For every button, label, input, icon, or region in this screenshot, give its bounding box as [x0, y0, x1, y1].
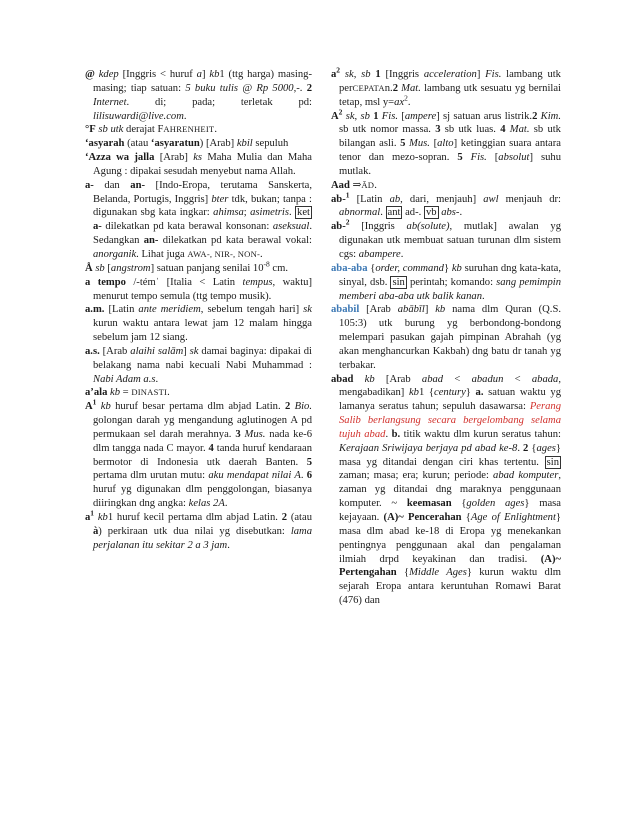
text: ) perkiraan utk dua nilai yg disebutkan:: [98, 525, 291, 537]
headword: a: [331, 69, 337, 80]
text: .: [224, 498, 228, 510]
example: asimetris: [250, 207, 289, 219]
text: . Sedangkan: [93, 221, 312, 247]
text: /-témˈ [Italia < Latin: [125, 276, 243, 288]
example: aku mendapat nilai A: [208, 470, 301, 482]
highlighted-example: Perang Salib berlangsung secara bergelombang selama tujuh abad: [339, 401, 561, 440]
label: ages: [536, 442, 556, 454]
label: absolut: [498, 152, 530, 164]
headword: ababil: [331, 304, 360, 316]
sense-number: a.: [475, 387, 484, 399]
text: (atau: [287, 512, 312, 523]
label: Age of Enlightment: [470, 512, 556, 523]
superscript: 1: [90, 508, 95, 518]
text: huruf besar pertama dlm abjad Latin.: [110, 401, 285, 413]
label: sb: [360, 110, 370, 122]
text: dan: [93, 179, 131, 191]
label: sb utk: [98, 124, 124, 136]
text: } masa dlm abad ke-18 di Eropa yg menekankan pentingnya penggunaan akal dan pengalaman ilmiah drpd keyakinan dan tradisi.: [339, 512, 561, 565]
headword: an-: [143, 235, 159, 247]
sense-number: 4: [500, 124, 506, 136]
text: [: [429, 138, 438, 150]
text: ad-.: [402, 207, 424, 219]
entry-abad: [331, 373, 561, 608]
label: Middle Ages: [409, 567, 467, 579]
entry-angstrom: [85, 259, 312, 276]
text: ]: [201, 69, 210, 80]
label: sb: [361, 69, 371, 80]
text: [Inggris < huruf: [118, 69, 197, 80]
label: order, command: [375, 262, 444, 274]
text: .: [167, 387, 170, 399]
text: <: [443, 373, 472, 385]
text: {: [367, 262, 376, 274]
text: [Arab: [99, 345, 131, 357]
label: bter: [211, 193, 229, 205]
label: Fis.: [485, 69, 502, 80]
text: <: [503, 373, 532, 385]
headword: à: [93, 525, 99, 537]
entry-as: [85, 345, 312, 387]
headword: a’ala: [85, 387, 108, 399]
text: [Inggris: [380, 69, 424, 80]
label: Mus.: [409, 138, 430, 150]
headword: a.s.: [85, 345, 100, 357]
text: , sebelum tengah hari]: [200, 304, 304, 316]
text: ,: [353, 69, 362, 80]
text: 1 {: [418, 387, 435, 399]
text: 1 (ttg harga) masing-masing; tiap satuan:: [93, 69, 312, 94]
text: . Lihat juga: [136, 248, 188, 260]
text: [: [486, 152, 499, 164]
text: .: [407, 96, 411, 108]
text: .: [227, 539, 230, 551]
text: {: [461, 512, 471, 523]
headword: ‘Azza wa jalla: [85, 152, 155, 164]
entry-at-sign: [85, 68, 312, 123]
cross-reference: DINASTI: [131, 387, 168, 398]
example: abs-: [441, 207, 460, 219]
text: 1 huruf kecil pertama dlm abjad Latin.: [107, 512, 282, 523]
note-box: ket: [297, 207, 310, 219]
label: kb: [364, 373, 375, 385]
sense-number: 2: [284, 401, 291, 413]
entry-A1: [85, 397, 313, 511]
label: Fis.: [381, 110, 398, 122]
text: , zaman yg ditandai dng maraknya penggunaan komputer. ~: [339, 470, 561, 510]
label: Mat.: [401, 82, 421, 94]
label: abada: [531, 373, 559, 385]
label: sk: [303, 304, 312, 316]
cross-reference: AWA-, NIR-, NON-: [187, 248, 261, 259]
label: sb: [95, 262, 105, 274]
text: suruhan dng kata-kata, sinyal, dsb.: [339, 262, 562, 288]
label: Fis.: [470, 152, 487, 164]
text: .: [517, 442, 524, 454]
text: pertama dlm urutan mutu:: [93, 470, 209, 482]
label: angstrom: [110, 262, 151, 274]
text: ,: [354, 110, 361, 122]
label: kb: [435, 304, 446, 316]
entry-ababil: [331, 303, 561, 372]
sense-number: 5: [400, 138, 406, 150]
text: [463, 152, 471, 163]
headword: Aad: [331, 179, 350, 191]
note-box: sin: [392, 276, 405, 288]
label: ampere: [404, 110, 437, 122]
superscript: 2: [404, 93, 408, 103]
text: {: [396, 567, 410, 579]
text: nada ke-6 dlm tangga nada C mayor.: [93, 428, 312, 454]
sense-number: 2: [392, 82, 398, 94]
text: =: [120, 387, 132, 399]
sub-headword: (A)~ Pertengahan: [339, 553, 561, 579]
superscript: 2: [338, 107, 343, 116]
text: [353, 374, 364, 385]
text: n.: [384, 82, 393, 94]
text: . di; pada; terletak pd:: [126, 96, 312, 108]
example: Kerajaan Sriwijaya berjaya pd abad ke-8: [339, 442, 518, 454]
text: , dari, menjauh]: [400, 193, 484, 205]
headword: a.m.: [85, 304, 105, 316]
entry-aad: [331, 179, 561, 193]
sub-headword: (A)~ Pencerahan: [383, 512, 462, 523]
superscript: 2: [336, 65, 341, 75]
formula: ax: [394, 96, 405, 108]
text: [Arab: [359, 304, 398, 316]
headword: ‘asyarah: [85, 138, 125, 150]
text: , mutlak] awalan yg digunakan utk membuat satuan turunan dlm sistem cgs:: [339, 221, 561, 260]
entry-aba-aba: [331, 262, 561, 304]
text: .: [155, 373, 159, 385]
example: sang pemimpin memberi aba-aba utk balik kanan: [339, 276, 561, 302]
label: ab: [389, 193, 401, 205]
label: kb: [97, 512, 108, 523]
headword: ‘asyaratun: [150, 138, 200, 150]
text: [: [104, 262, 111, 274]
sense-number: 3: [435, 124, 441, 136]
text: } masa yg ditandai dengan ciri khas tertentu.: [339, 442, 562, 468]
text: titik waktu dlm kurun seratus tahun:: [400, 428, 561, 440]
entry-a1: [85, 508, 312, 553]
superscript: -8: [263, 259, 270, 269]
superscript: 1: [92, 397, 97, 407]
label: ks: [193, 152, 203, 164]
sense-number: b.: [391, 428, 401, 440]
text: .: [183, 110, 187, 122]
label: tempus: [242, 276, 273, 288]
text: [Arab]: [154, 152, 194, 164]
label: abad: [421, 373, 444, 385]
sense-number: 6: [306, 470, 312, 482]
text: ]: [183, 345, 190, 357]
text: .: [300, 470, 307, 482]
text: .: [374, 179, 377, 191]
headword: ab-: [331, 193, 346, 205]
entry-asyarah: [85, 137, 312, 151]
text: tanda huruf kendaraan bermotor di Indonesia utk daerah Banten.: [93, 442, 313, 468]
text: [Latin: [349, 193, 390, 205]
label: ante meridiem: [138, 304, 201, 316]
text: ] ketinggian suara antara tenor dan mezo-sopran.: [339, 138, 561, 164]
label: Mat.: [509, 124, 530, 136]
sense-number: 2: [281, 512, 288, 523]
text: ]: [476, 69, 486, 80]
text: Maha Mulia dan Maha Agung : dipakai sesudah menyebut nama Allah.: [93, 152, 312, 177]
text: .: [459, 207, 463, 219]
label: kb: [209, 69, 220, 80]
headword: @: [85, 69, 95, 80]
headword: a: [85, 512, 91, 523]
example: ahimsa: [213, 207, 244, 219]
example: abnormal: [339, 207, 381, 219]
entry-am: [85, 303, 312, 345]
text: {: [451, 498, 467, 510]
text: .: [400, 248, 404, 260]
label: acceleration: [423, 69, 477, 80]
text: lambang utk per: [339, 69, 561, 94]
sense-number: 5: [457, 152, 463, 164]
label: awl: [483, 193, 499, 205]
cross-reference: CEPATA: [352, 82, 385, 93]
example: abad komputer: [493, 470, 559, 482]
text: ] sj satuan arus listrik.: [436, 110, 533, 122]
example: kelas 2A: [188, 498, 225, 510]
label: kb: [451, 262, 462, 274]
headword: an-: [130, 179, 145, 191]
label: alto: [437, 138, 454, 150]
text: [Inggris: [349, 221, 407, 233]
example: lilisuwardi@live.com: [93, 110, 184, 122]
superscript: 2: [345, 217, 350, 227]
sub-headword: keemasan: [406, 498, 452, 510]
label: abābīl: [397, 304, 425, 316]
headword: A: [85, 401, 93, 413]
cross-reference: AHRENHEIT: [163, 124, 215, 135]
label: kdep: [98, 69, 119, 80]
text: damai baginya: dipakai di belakang nama nabi kecuali Nabi Muhammad :: [93, 345, 312, 371]
text: .: [288, 207, 296, 219]
label: Mus.: [244, 428, 266, 440]
sense-number: 2: [523, 442, 529, 454]
text: , waktu] menurut tempo semula (ttg tempo musik).: [93, 276, 312, 302]
example: lama perjalanan itu sekitar 2 a 3 jam: [93, 525, 312, 551]
cross-reference: ĀD: [361, 179, 375, 190]
example: 5 buku tulis @ Rp 5000,-: [185, 82, 300, 94]
text: [Latin: [104, 304, 139, 316]
text: ] suhu mutlak.: [339, 152, 561, 177]
text: kurun waktu antara lewat jam 12 malam hingga sebelum jam 12 siang.: [93, 318, 312, 344]
text: menjauh dr:: [498, 193, 561, 205]
sense-number: 2: [306, 82, 312, 94]
headword: ab-: [331, 221, 346, 233]
label: kb: [110, 387, 121, 399]
label: sk: [344, 69, 354, 80]
label: abadun: [471, 373, 504, 385]
headword: aba-aba: [331, 262, 368, 274]
label: golden ages: [466, 498, 525, 510]
text: sepuluh: [252, 138, 289, 150]
text: .: [260, 248, 263, 260]
headword: °F: [85, 124, 96, 136]
text: sb utk nomor massa.: [339, 124, 436, 136]
label: alaihi salām: [130, 345, 184, 357]
sense-number: 2: [532, 110, 538, 122]
headword: a-: [85, 179, 94, 191]
label: Internet: [93, 96, 127, 108]
label: sk: [189, 345, 199, 357]
entry-degree-f: [85, 123, 312, 137]
example: anorganik: [93, 248, 137, 260]
entry-azza-wa-jalla: [85, 151, 312, 179]
superscript: 1: [345, 190, 350, 200]
entry-ab1: [331, 190, 561, 221]
label: a: [196, 69, 202, 80]
text: satuan waktu yg lamanya seratus tahun; sepuluh dasawarsa:: [339, 387, 562, 413]
text: } kurun waktu dlm sejarah Eropa antara keruntuhan Romawi Barat (476) dan: [339, 567, 562, 607]
text: lambang utk sesuatu yg bernilai tetap, msl y=: [339, 82, 561, 108]
entry-ab2: [331, 217, 561, 262]
text: } masa kejayaan.: [339, 498, 561, 523]
text: .: [380, 207, 386, 219]
sense-number: 3: [235, 428, 241, 440]
entry-A2: [331, 107, 561, 179]
example: aseksual: [272, 221, 310, 233]
sense-number: 1: [375, 69, 381, 80]
text: huruf yg digunakan dlm penggolongan, biasanya diiringkan dng angka:: [93, 484, 312, 510]
sense-number: 5: [306, 456, 312, 468]
text: [: [397, 110, 405, 122]
entry-a-prefix: [85, 179, 312, 262]
text: .: [299, 82, 307, 94]
entry-a-tempo: [85, 276, 312, 304]
sense-number: 4: [208, 442, 214, 454]
text: perintah; komando:: [406, 276, 497, 288]
headword: a tempo: [85, 276, 126, 288]
entry-aala: [85, 386, 312, 400]
text: [Arab: [374, 373, 422, 385]
label: sk: [345, 110, 355, 122]
text: [Indo-Eropa, terutama Sanskerta, Belanda, Portugis, Inggris]: [93, 179, 312, 205]
text: ] satuan panjang senilai 10: [150, 262, 264, 274]
text: sb utk bilangan asli.: [339, 124, 561, 150]
entry-a2: [331, 65, 561, 110]
text: dilekatkan pd kata berawal vokal:: [158, 235, 313, 247]
text: ) [Arab]: [199, 138, 237, 150]
text: (atau: [124, 138, 151, 150]
text: sb utk luas.: [440, 124, 501, 136]
example: abampere: [358, 248, 401, 260]
text: zaman; masa; era; kurun; periode:: [339, 470, 494, 482]
text: ]: [424, 304, 436, 316]
note-box: vb: [425, 207, 437, 219]
headword: abad: [331, 373, 354, 385]
label: century: [434, 387, 466, 399]
note-box: sin: [546, 456, 559, 468]
text: .: [482, 290, 485, 302]
text: }: [443, 262, 452, 274]
text: }: [465, 387, 476, 399]
sense-number: 1: [373, 110, 379, 122]
text: .: [214, 124, 218, 136]
text: ;: [243, 207, 251, 219]
label: Bio.: [294, 401, 312, 413]
label: kbil: [236, 138, 253, 150]
text: dilekatkan pd kata berawal konsonan:: [101, 221, 273, 233]
text: {: [528, 442, 537, 454]
headword: a-: [93, 221, 102, 233]
text: derajat F: [123, 124, 164, 136]
text: golongan darah yg mengandung aglutinogen A pd permukaan sel darah merahnya.: [93, 415, 312, 440]
example: Nabi Adam a.s: [93, 373, 156, 385]
left-column: [85, 68, 312, 553]
arrow-icon: ⇒: [349, 179, 362, 191]
text: tdk, bukan; tanpa : digunakan sbg kata ingkar:: [93, 193, 312, 219]
label: Kim.: [540, 110, 561, 122]
label: ab(solute): [406, 221, 450, 233]
text: .: [385, 428, 392, 440]
text: nama dlm Quran (Q.S. 105:3) utk burung yg berbondong-bondong melempari pasukan gajah pimpinan Abrahah (yg akan menghancurkan Kakbah) dng batu dr tanah yg terbakar.: [339, 304, 561, 371]
label: kb: [100, 401, 111, 413]
note-box: ant: [387, 207, 401, 219]
right-column: [331, 65, 562, 608]
text: , mengabadikan]: [339, 373, 561, 399]
label: kb: [408, 387, 419, 399]
headword: Å: [85, 262, 93, 274]
headword: A: [331, 110, 339, 122]
text: cm.: [269, 262, 289, 274]
